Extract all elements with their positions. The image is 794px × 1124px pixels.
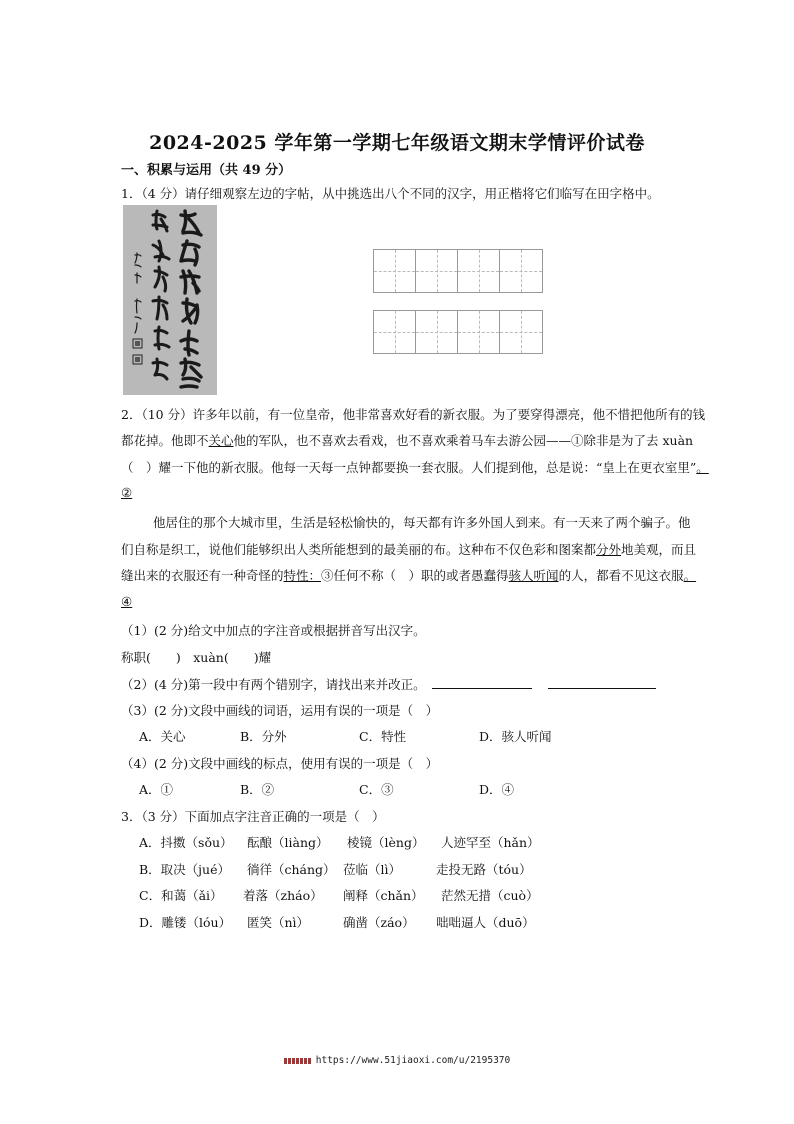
underlined-punct: 。 [696, 460, 709, 475]
text: 地美观，而且 [621, 542, 697, 557]
page-title: 2024-2025 学年第一学期七年级语文期末学情评价试卷 [149, 132, 645, 154]
option-b[interactable]: B．分外 [240, 729, 287, 744]
grid-cell[interactable] [500, 311, 542, 353]
question-3-text: 3．（3 分）下面加点字注音正确的一项是（ ） [121, 809, 385, 824]
q3-item: 棱镜（lèng） [347, 835, 425, 850]
q3-option-b[interactable]: B．取决（jué） [139, 862, 231, 877]
text: 们自称是织工，说他们能够织出人类所能想到的最美丽的布。这种布不仅色彩和图案都 [121, 542, 597, 557]
underlined-punct: 。 [683, 568, 697, 583]
question-1-text: 1．（4 分）请仔细观察左边的字帖，从中挑选出八个不同的汉字，用正楷将它们临写在田字格中。 [121, 186, 660, 201]
q3-item: 莅临（lì） [343, 862, 401, 877]
option-c[interactable]: C．③ [359, 782, 394, 797]
underlined-word: 特性： [283, 568, 322, 583]
q3-item: 徜徉（cháng） [247, 862, 336, 877]
q3-item: 茫然无措（cuò） [441, 888, 539, 903]
text: 缝出来的衣服还有一种奇怪的 [121, 568, 284, 583]
footer-link[interactable]: https://www.51jiaoxi.com/u/2195370 [315, 1055, 511, 1066]
grid-cell[interactable] [374, 311, 416, 353]
option-d[interactable]: D．④ [479, 782, 515, 797]
q2-passage-line [121, 566, 696, 584]
q2-passage-line: 2．（10 分）许多年以前，有一位皇帝，他非常喜欢好看的新衣服。为了要穿得漂亮，他不惜把他所有的钱 [121, 407, 706, 422]
q3-item: 匿笑（nì） [247, 915, 310, 930]
option-a[interactable]: A．① [139, 782, 174, 797]
underlined-word: 关心 [208, 433, 234, 448]
q2-passage-line: 他居住的那个大城市里，生活是轻松愉快的，每天都有许多外国人到来。有一天来了两个骗子。他 [153, 515, 691, 530]
option-d[interactable]: D．骇人听闻 [479, 729, 552, 744]
answer-blank[interactable] [548, 677, 656, 689]
option-b[interactable]: B．② [240, 782, 275, 797]
footer [0, 1055, 794, 1066]
q2-sub-4: （4）(2 分)文段中画线的标点，使用有误的一项是（ ） [121, 756, 439, 771]
q2-passage-line [121, 540, 696, 558]
text: （ ）耀一下他的新衣服。他每一天每一点钟都要换一套衣服。人们提到他，总是说：“皇上在更衣室里” [121, 460, 697, 475]
grid-cell[interactable] [416, 311, 458, 353]
q3-item: 确凿（záo） [343, 915, 415, 930]
q3-option-d[interactable]: D．雕镂（lóu） [139, 915, 232, 930]
q2-sub-2 [121, 675, 656, 693]
text: （2）(4 分)第一段中有两个错别字，请找出来并改正。 [121, 677, 426, 692]
grid-cell[interactable] [500, 250, 542, 292]
grid-cell[interactable] [458, 250, 500, 292]
answer-blank[interactable] [432, 677, 532, 689]
option-c[interactable]: C．特性 [359, 729, 407, 744]
q2-sub-1-answer[interactable]: 称职( ) xuàn( )耀 [121, 650, 272, 665]
q2-passage-line [121, 458, 709, 476]
q3-item: 阐释（chǎn） [343, 888, 424, 903]
text: 都花掉。他即不 [121, 433, 209, 448]
option-a[interactable]: A．关心 [139, 729, 186, 744]
q3-item: 酝酿（liàng） [247, 835, 329, 850]
q3-item: 走投无路（tóu） [436, 862, 532, 877]
section-heading: 一、积累与运用（共 49 分） [121, 163, 292, 178]
underlined-word: 骇人听闻 [508, 568, 559, 583]
grid-cell[interactable] [374, 250, 416, 292]
q3-item: 着落（zháo） [243, 888, 323, 903]
q2-marker: ④ [121, 594, 133, 609]
grid-cell[interactable] [416, 250, 458, 292]
q2-sub-3: （3）(2 分)文段中画线的词语，运用有误的一项是（ ） [121, 703, 439, 718]
text: ③任何不称（ ）职的或者愚蠢得 [321, 568, 509, 583]
q3-item: 咄咄逼人（duō） [436, 915, 535, 930]
writing-grid-row-2[interactable] [373, 310, 543, 354]
underlined-word: 分外 [596, 542, 622, 557]
text: 他的军队，也不喜欢去看戏，也不喜欢乘着马车去游公园——①除非是为了去 xuàn [233, 433, 694, 448]
text: 的人，都看不见这衣服 [558, 568, 684, 583]
q2-marker: ② [121, 485, 133, 500]
q3-item: 人迹罕至（hǎn） [441, 835, 540, 850]
q3-option-a[interactable]: A．抖擞（sǒu） [139, 835, 233, 850]
calligraphy-image [123, 205, 217, 395]
calligraphy-brush-art [123, 205, 217, 395]
site-logo-icon [284, 1058, 312, 1064]
q2-passage-line [121, 431, 693, 449]
grid-cell[interactable] [458, 311, 500, 353]
q3-option-c[interactable]: C．和蔼（ǎi） [139, 888, 223, 903]
q2-sub-1: （1）(2 分)给文中加点的字注音或根据拼音写出汉字。 [121, 623, 426, 638]
writing-grid-row-1[interactable] [373, 249, 543, 293]
